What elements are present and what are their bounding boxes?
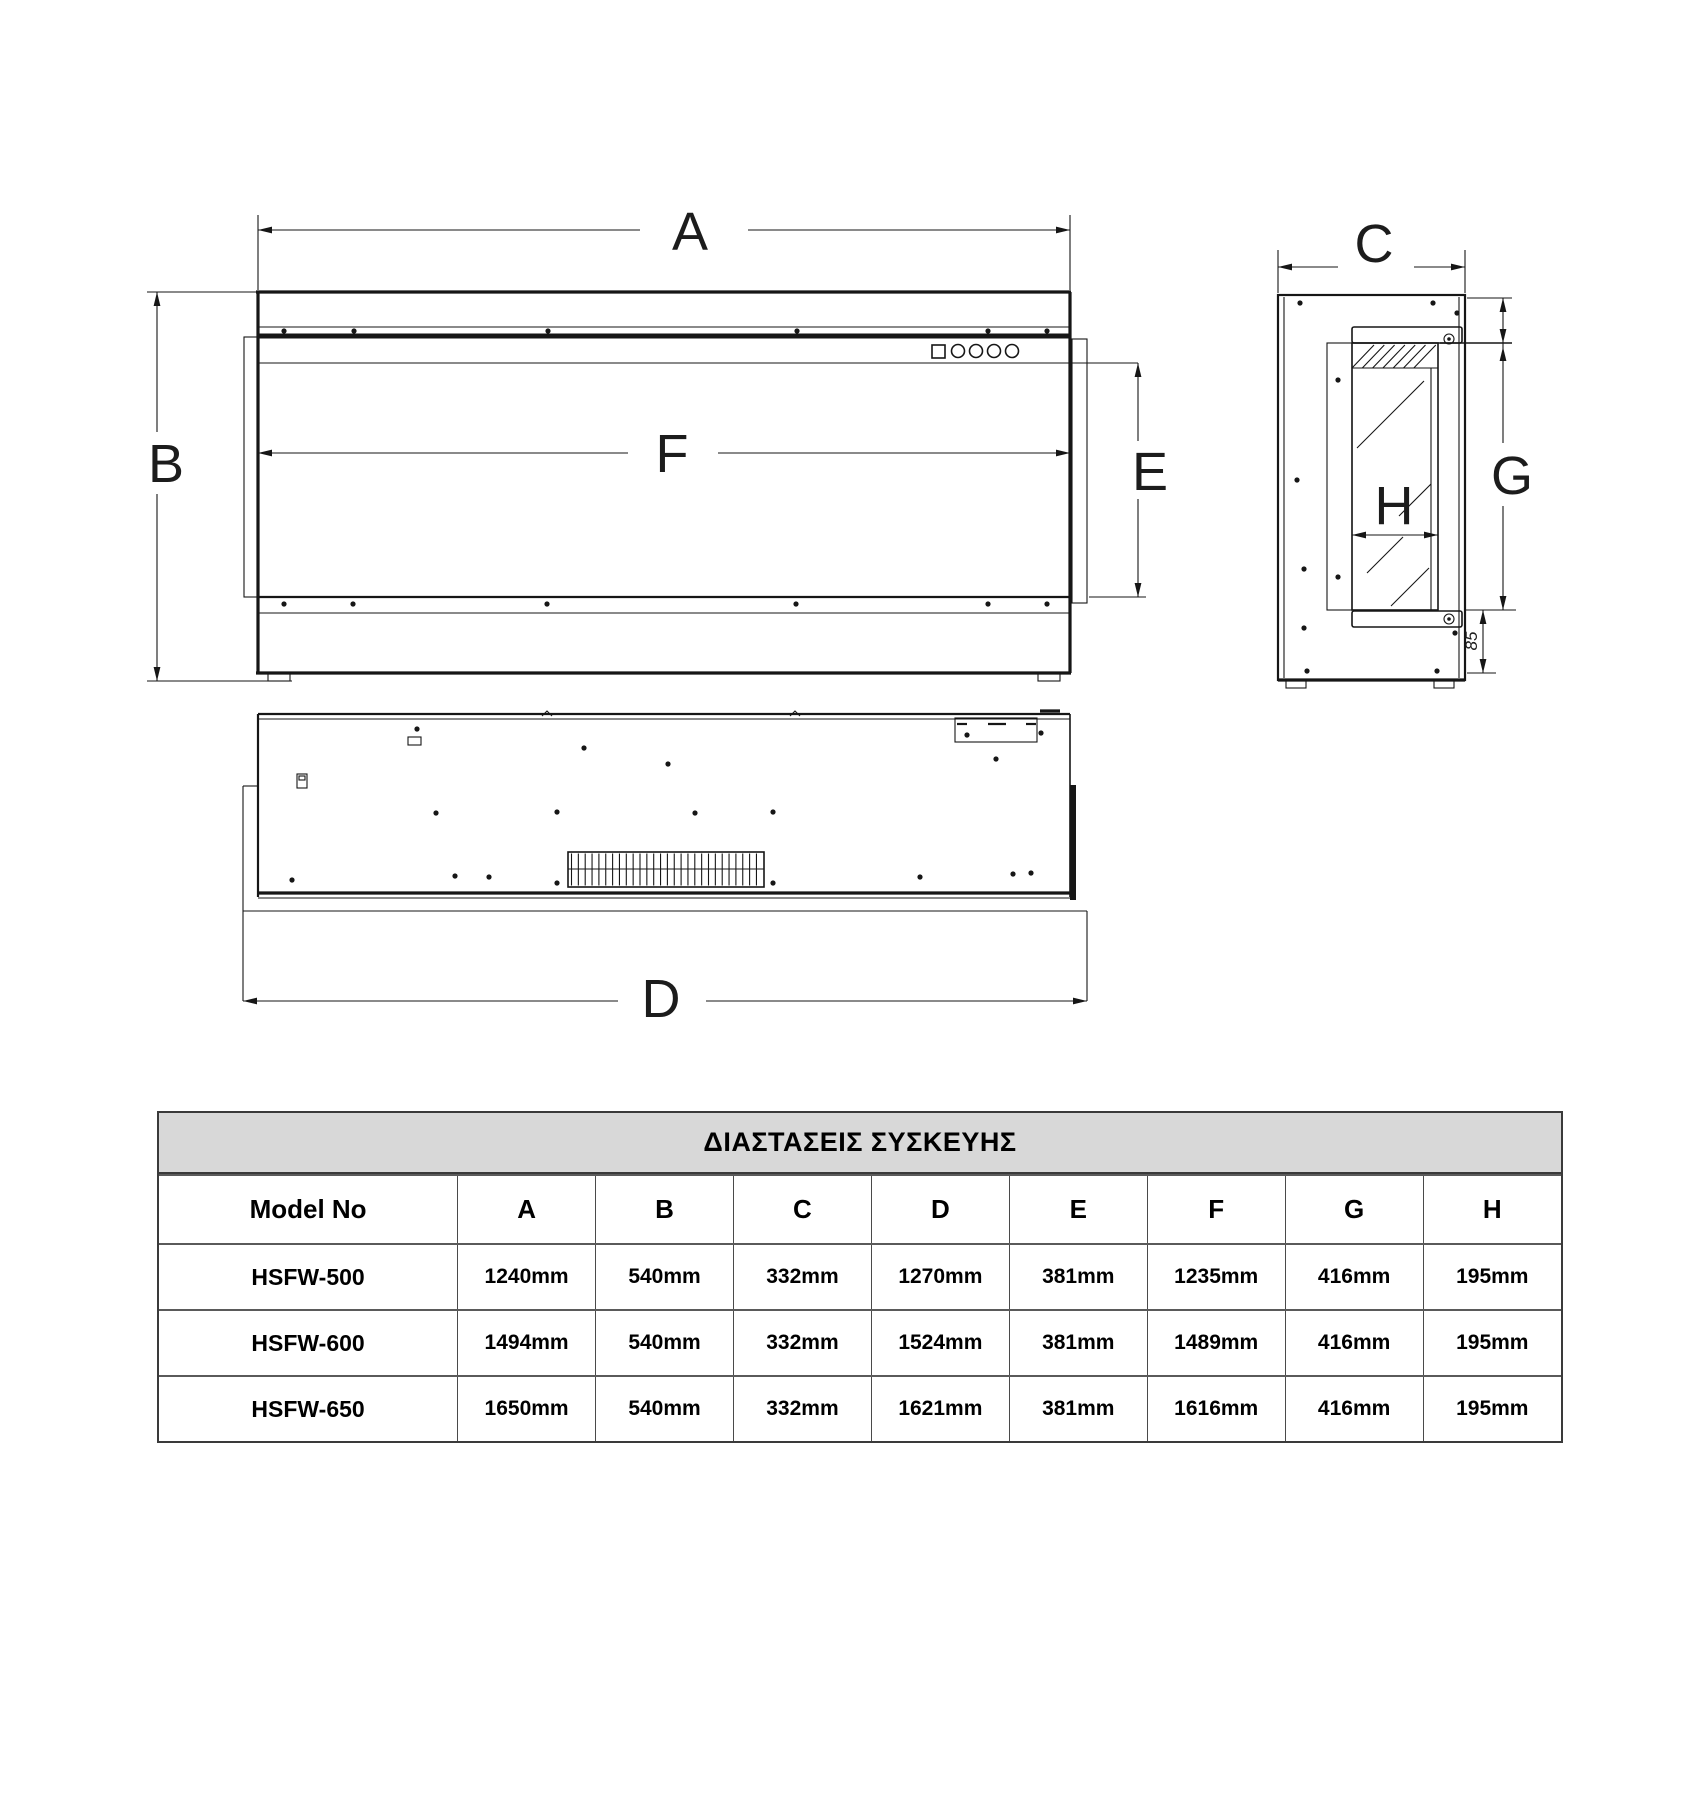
dim-label-d: D xyxy=(641,969,681,1029)
value-cell: 540mm xyxy=(596,1376,734,1441)
value-cell: 416mm xyxy=(1285,1244,1423,1310)
value-cell: 332mm xyxy=(733,1376,871,1441)
dim-e xyxy=(1132,363,1168,597)
col-header-model: Model No xyxy=(159,1175,458,1244)
col-header-c: C xyxy=(733,1175,871,1244)
dim-d xyxy=(243,969,1087,1029)
value-cell: 195mm xyxy=(1423,1244,1561,1310)
dim-label-e: E xyxy=(1131,442,1169,502)
value-cell: 540mm xyxy=(596,1244,734,1310)
dimensions-table xyxy=(157,1111,1563,1443)
screw-icon xyxy=(1444,334,1454,624)
col-header-b: B xyxy=(596,1175,734,1244)
value-cell: 381mm xyxy=(1009,1244,1147,1310)
control-button-1 xyxy=(952,345,965,358)
arrowheads xyxy=(154,227,1507,1005)
dim-c xyxy=(1278,214,1465,274)
value-cell: 540mm xyxy=(596,1310,734,1376)
vent-grille xyxy=(568,852,764,887)
value-cell: 1650mm xyxy=(458,1376,596,1441)
dim-label-f: F xyxy=(655,424,689,484)
control-button-4 xyxy=(1006,345,1019,358)
dimensions xyxy=(147,202,1533,1029)
extension-lines xyxy=(147,215,1516,681)
dim-label-g: G xyxy=(1490,446,1534,506)
value-cell: 1235mm xyxy=(1147,1244,1285,1310)
left-trim xyxy=(244,337,258,597)
col-header-f: F xyxy=(1147,1175,1285,1244)
control-button-2 xyxy=(970,345,983,358)
value-cell: 416mm xyxy=(1285,1310,1423,1376)
col-header-a: A xyxy=(458,1175,596,1244)
value-cell: 1494mm xyxy=(458,1310,596,1376)
dim-label-b: B xyxy=(147,434,185,494)
col-header-g: G xyxy=(1285,1175,1423,1244)
table-title: ΔΙΑΣΤΑΣΕΙΣ ΣΥΣΚΕΥΗΣ xyxy=(159,1113,1561,1174)
table-row xyxy=(159,1376,1561,1441)
side-view xyxy=(1278,295,1465,688)
value-cell: 1270mm xyxy=(871,1244,1009,1310)
dim-label-h: H xyxy=(1374,476,1414,536)
junction-box xyxy=(955,711,1060,742)
power-button xyxy=(932,345,945,358)
value-cell: 416mm xyxy=(1285,1376,1423,1441)
dim-h xyxy=(1352,476,1438,536)
table-row xyxy=(159,1310,1561,1376)
value-cell: 195mm xyxy=(1423,1310,1561,1376)
col-header-d: D xyxy=(871,1175,1009,1244)
model-cell: HSFW-600 xyxy=(159,1310,458,1376)
value-cell: 1621mm xyxy=(871,1376,1009,1441)
dim-a xyxy=(258,202,1070,262)
model-cell: HSFW-650 xyxy=(159,1376,458,1441)
col-header-h: H xyxy=(1423,1175,1561,1244)
front-view xyxy=(244,292,1138,681)
screw-dots-rear xyxy=(289,726,1043,885)
value-cell: 1240mm xyxy=(458,1244,596,1310)
dim-g xyxy=(1491,298,1533,610)
keyhole-slot xyxy=(408,737,421,745)
control-button-3 xyxy=(988,345,1001,358)
value-cell: 332mm xyxy=(733,1244,871,1310)
table-row xyxy=(159,1244,1561,1310)
col-header-e: E xyxy=(1009,1175,1147,1244)
model-cell: HSFW-500 xyxy=(159,1244,458,1310)
dim-b xyxy=(148,292,184,681)
value-cell: 1489mm xyxy=(1147,1310,1285,1376)
header-row xyxy=(159,1175,1561,1244)
value-cell: 332mm xyxy=(733,1310,871,1376)
bracket-panel xyxy=(1327,343,1352,610)
value-cell: 381mm xyxy=(1009,1310,1147,1376)
value-cell: 1524mm xyxy=(871,1310,1009,1376)
value-cell: 1616mm xyxy=(1147,1376,1285,1441)
value-cell: 195mm xyxy=(1423,1376,1561,1441)
dim-label-85: 85 xyxy=(1462,631,1481,651)
rear-view xyxy=(243,711,1087,1001)
right-edge-band xyxy=(1070,785,1076,900)
control-buttons xyxy=(932,345,1019,359)
hatch-area xyxy=(1352,345,1436,368)
flange-bottom xyxy=(1352,611,1462,627)
power-inlet xyxy=(297,774,307,788)
dim-f xyxy=(258,424,1070,484)
right-trim xyxy=(1072,339,1087,603)
spec-table xyxy=(159,1174,1561,1441)
dim-label-a: A xyxy=(671,202,709,262)
value-cell: 381mm xyxy=(1009,1376,1147,1441)
dim-label-c: C xyxy=(1354,214,1394,274)
